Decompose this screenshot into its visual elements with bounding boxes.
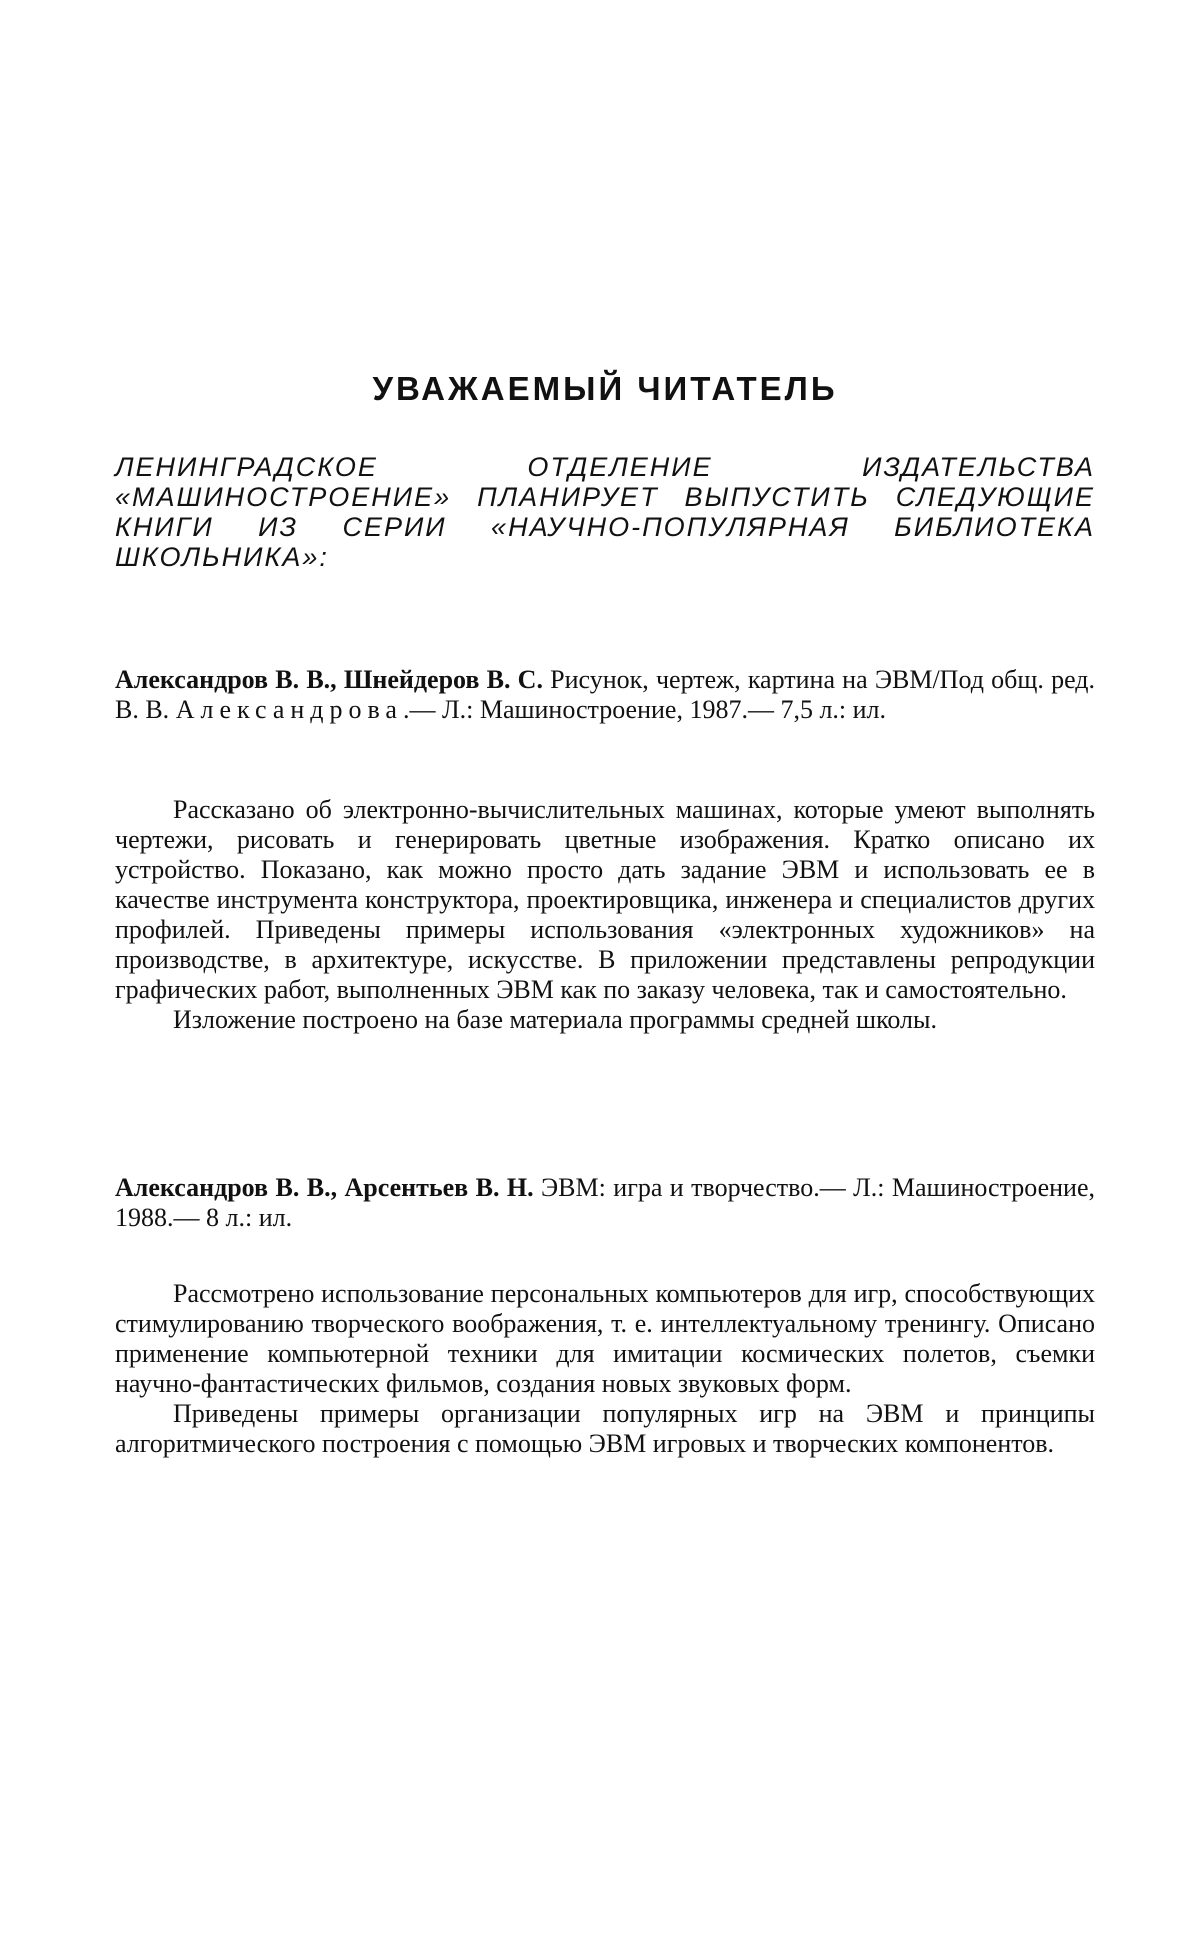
book-entry-2-citation bbox=[115, 1173, 1095, 1233]
document-page bbox=[0, 0, 1200, 1945]
book-1-authors: Александров В. В., Шнейдеров В. С. bbox=[115, 665, 543, 694]
book-2-authors: Александров В. В., Арсентьев В. Н. bbox=[115, 1173, 534, 1202]
book-1-annotation-paragraph-2: Изложение построено на базе материала программы средней школы. bbox=[115, 1005, 1095, 1035]
book-entry-1-annotation bbox=[115, 795, 1095, 1035]
book-entry-2-annotation bbox=[115, 1279, 1095, 1459]
publisher-announcement: ЛЕНИНГРАДСКОЕ ОТДЕЛЕНИЕ ИЗДАТЕЛЬСТВА «МАШИНОСТРОЕНИЕ» ПЛАНИРУЕТ ВЫПУСТИТЬ СЛЕДУЮЩИЕ КНИГИ ИЗ СЕРИИ «НАУЧНО-ПОПУЛЯРНАЯ БИБЛИОТЕКА ШКОЛЬНИКА»: bbox=[115, 452, 1095, 572]
book-2-title: ЭВМ: игра и творчество.— Л.: Машиностроение, 1988.— 8 л.: ил. bbox=[115, 1173, 1095, 1232]
book-1-imprint: .— Л.: Машиностроение, 1987.— 7,5 л.: ил. bbox=[403, 695, 886, 724]
book-2-annotation-paragraph-1: Рассмотрено использование персональных компьютеров для игр, способствующих стимулированию творческого воображения, т. е. интеллектуальному тренингу. Описано применение компьютерной техники для имитации космических полетов, съемки научно-фантастических фильмов, создания новых звуковых форм. bbox=[115, 1279, 1095, 1399]
book-1-title: Рисунок, чертеж, картина на ЭВМ/Под общ. ред. В. В. bbox=[115, 665, 1095, 724]
page-heading: УВАЖАЕМЫЙ ЧИТАТЕЛЬ bbox=[115, 370, 1095, 408]
book-1-annotation-paragraph-1: Рассказано об электронно-вычислительных машинах, которые умеют выполнять чертежи, рисовать и генерировать цветные изображения. Кратко описано их устройство. Показано, как можно просто дать задание ЭВМ и использовать ее в качестве инструмента конструктора, проектировщика, инженера и специалистов других профилей. Приведены примеры использования «электронных художников» на производстве, в архитектуре, искусстве. В приложении представлены репродукции графических работ, выполненных ЭВМ как по заказу человека, так и самостоятельно. bbox=[115, 795, 1095, 1005]
book-2-annotation-paragraph-2: Приведены примеры организации популярных игр на ЭВМ и принципы алгоритмического построения с помощью ЭВМ игровых и творческих компонентов. bbox=[115, 1399, 1095, 1459]
book-1-editor: Александрова bbox=[176, 695, 403, 724]
book-entry-1-citation bbox=[115, 665, 1095, 725]
